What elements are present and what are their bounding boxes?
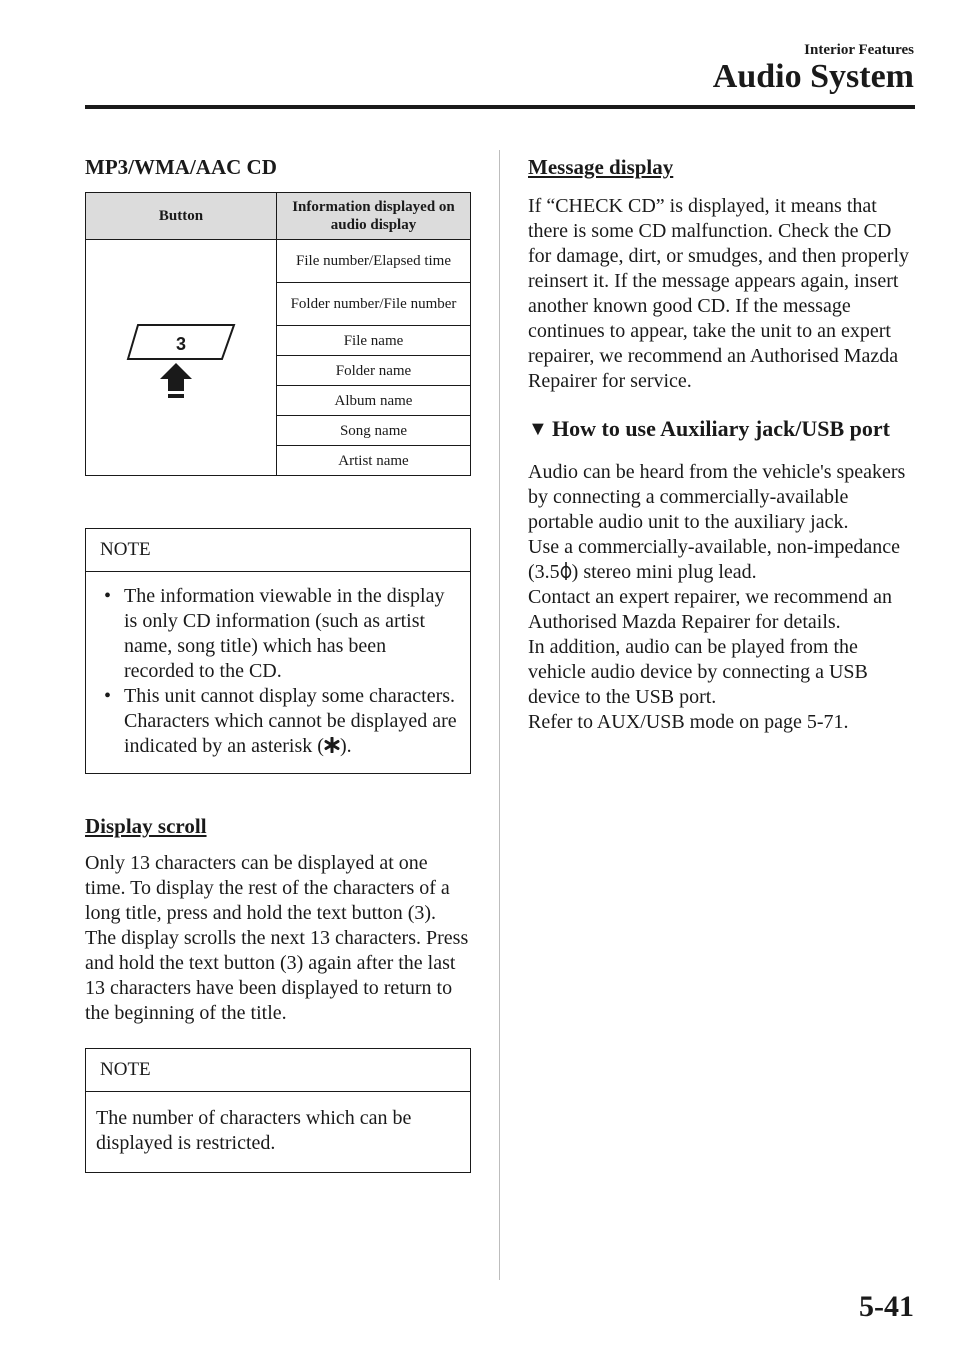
note-box	[85, 1048, 471, 1173]
diameter-icon	[560, 561, 572, 581]
table-cell: File number/Elapsed time	[277, 240, 471, 283]
left-column	[85, 155, 471, 1173]
bullet: •	[104, 585, 112, 607]
note-text: The number of characters which can be displayed is restricted.	[96, 1107, 412, 1154]
note-item-text: The information viewable in the display is only CD information (such as artist name, song title) which has been recorded to the CD.	[124, 585, 445, 682]
note-title: NOTE	[86, 529, 470, 572]
table-header-button: Button	[86, 193, 277, 240]
table-cell: Folder name	[277, 356, 471, 386]
note-body	[86, 1092, 470, 1172]
note-title: NOTE	[86, 1049, 470, 1092]
list-item	[96, 584, 460, 684]
triangle-marker-icon: ▼	[528, 418, 548, 440]
text-button-cell	[86, 240, 277, 476]
header-rule	[85, 105, 915, 109]
aux-paragraph: Contact an expert repairer, we recommend an Authorised Mazda Repairer for details.	[528, 586, 893, 633]
note-item-end: ).	[339, 735, 352, 757]
aux-usb-heading	[528, 416, 918, 442]
aux-paragraph	[528, 535, 918, 585]
aux-usb-title: How to use Auxiliary jack/USB port	[552, 416, 890, 441]
page-title: Audio System	[712, 58, 914, 95]
aux-paragraph: Audio can be heard from the vehicle's speakers by connecting a commercially-available portable audio unit to the auxiliary jack.	[528, 461, 906, 533]
aux-text: ) stereo mini plug lead.	[571, 561, 757, 583]
table-cell: Album name	[277, 386, 471, 416]
section-heading: MP3/WMA/AAC CD	[85, 155, 277, 179]
button-number: 3	[176, 334, 187, 354]
table-cell: Song name	[277, 416, 471, 446]
table-cell: Folder number/File number	[277, 283, 471, 326]
table-header-info: Information displayed on audio display	[277, 193, 471, 240]
bullet: •	[104, 685, 112, 707]
note-item-text: This unit cannot display some characters. Characters which cannot be displayed are indicated by an asterisk (	[124, 685, 457, 757]
table-header-row	[86, 193, 471, 240]
aux-paragraph: Refer to AUX/USB mode on page 5-71.	[528, 711, 849, 733]
note-body	[86, 572, 470, 773]
press-arrow-icon	[160, 363, 192, 398]
table-row	[86, 240, 471, 283]
header-section: Interior Features	[804, 42, 914, 58]
column-divider	[499, 150, 500, 1280]
right-column	[528, 155, 918, 735]
table-cell: File name	[277, 326, 471, 356]
asterisk-icon	[324, 737, 340, 753]
note-list	[96, 584, 460, 759]
page-number: 5-41	[859, 1290, 914, 1323]
aux-text: Use a commercially-available, non-impedance (3.5	[528, 536, 901, 583]
note-box	[85, 528, 471, 774]
table-cell: Artist name	[277, 446, 471, 476]
message-display-title: Message display	[528, 155, 674, 179]
text-button-illustration	[86, 295, 276, 415]
display-scroll-body: Only 13 characters can be displayed at one time. To display the rest of the characters of a long title, press and hold the text button (3). The display scrolls the next 13 characters. Press and hold the text button (3) again after the last 13 characters have been displayed to return to the beginning of the title.	[85, 852, 469, 1024]
list-item	[96, 684, 460, 759]
aux-paragraph: In addition, audio can be played from the vehicle audio device by connecting a USB device to the USB port.	[528, 636, 868, 708]
message-display-body: If “CHECK CD” is displayed, it means that there is some CD malfunction. Check the CD for damage, dirt, or smudges, and then properly reinsert it. If the message appears again, insert another known good CD. If the message continues to appear, take the unit to an expert repairer, we recommend an Authorised Mazda Repairer for service.	[528, 195, 910, 392]
display-scroll-title: Display scroll	[85, 814, 207, 838]
info-table	[85, 192, 471, 476]
